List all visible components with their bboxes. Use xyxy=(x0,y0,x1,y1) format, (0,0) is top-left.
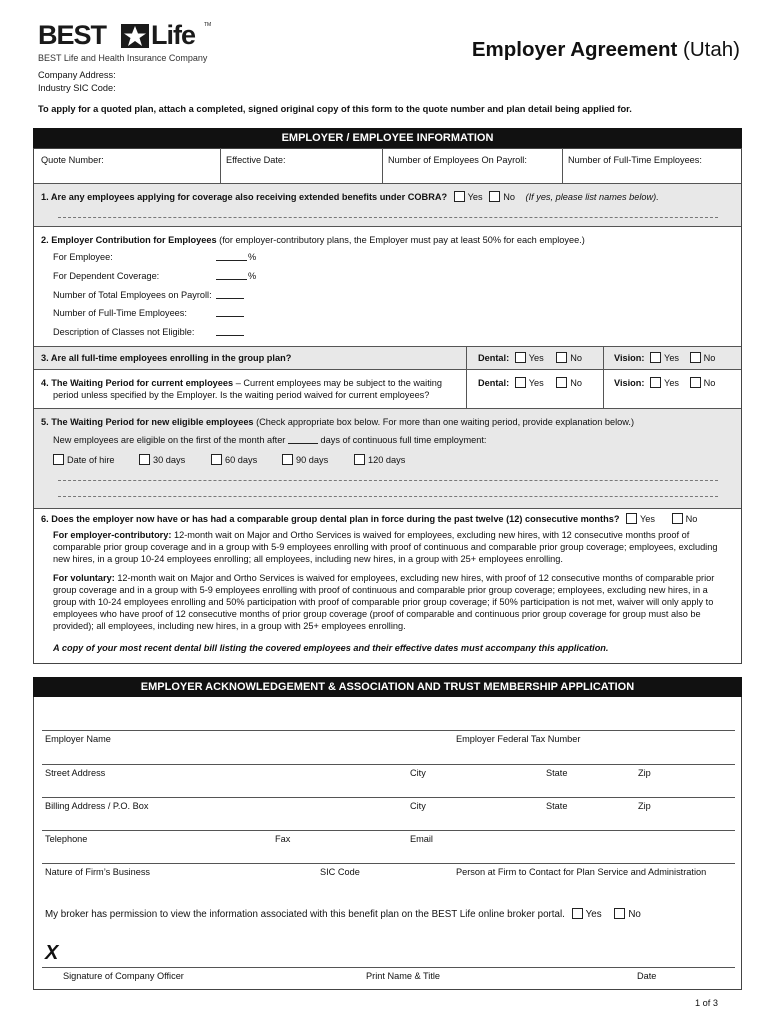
telephone-label: Telephone xyxy=(45,834,88,844)
q4-dental-yes-checkbox[interactable] xyxy=(515,377,526,388)
street-label: Street Address xyxy=(45,768,106,778)
q5-120-days-checkbox[interactable] xyxy=(354,454,365,465)
q2-total-employees-input[interactable] xyxy=(216,290,244,299)
q4-rest: – Current employees may be subject to the waiting xyxy=(233,378,443,388)
q5-title: 5. The Waiting Period for new eligible employees xyxy=(41,417,254,427)
q4-vision-yes-label: Yes xyxy=(664,378,680,388)
q6-vol-line3: group with 10-24 employees enrolling and 50% participation with proof of comparable prior group coverage; if 50% participation is not met, waiver will only apply to xyxy=(53,597,714,607)
q1-text xyxy=(41,191,659,202)
q3-vision-no-label: No xyxy=(703,353,716,363)
q2-for-employee-label: For Employee: xyxy=(53,252,113,262)
billing-zip-label: Zip xyxy=(638,801,651,811)
q6-vol-line5: provided); all employees, including new hires, in a group with 25+ employees enrolling. xyxy=(53,621,406,631)
q1-no-checkbox[interactable] xyxy=(489,191,500,202)
q2-for-dependent-label: For Dependent Coverage: xyxy=(53,271,160,281)
q4-vision-no-label: No xyxy=(703,378,716,388)
q5-opt-date-of-hire xyxy=(53,454,115,465)
q1-row xyxy=(34,183,741,227)
q4-vision-yes-checkbox[interactable] xyxy=(650,377,661,388)
q4-text xyxy=(41,378,442,388)
broker-no-label: No xyxy=(628,909,641,920)
q5-30-days-label: 30 days xyxy=(153,455,186,465)
quote-number-field[interactable]: Quote Number: xyxy=(41,155,104,165)
q4-vision-label: Vision: xyxy=(614,378,645,388)
q6-yes-checkbox[interactable] xyxy=(626,513,637,524)
q3-vision-yes-label: Yes xyxy=(664,353,680,363)
q4-vision xyxy=(614,377,715,388)
section1-header: EMPLOYER / EMPLOYEE INFORMATION xyxy=(33,128,742,148)
q6-contrib-line3: new hires, in a group 10-24 employees enrolling; all employees, including new hires, in a group with 25+ employees enrolling. xyxy=(53,554,563,564)
q5-60-days-checkbox[interactable] xyxy=(211,454,222,465)
q1-question: 1. Are any employees applying for coverage also receiving extended benefits under COBRA? xyxy=(41,192,448,202)
q2-employee-pct-sign: % xyxy=(248,252,257,262)
q4-line2: period unless specified by the Employer. Is the waiting period waived for current employees? xyxy=(53,390,430,400)
nature-line[interactable] xyxy=(42,863,735,864)
page-number: 1 of 3 xyxy=(695,998,718,1008)
page-title xyxy=(472,38,740,62)
q6-no-label: No xyxy=(685,514,698,524)
title-bold: Employer Agreement xyxy=(471,38,678,61)
q1-yes-checkbox[interactable] xyxy=(454,191,465,202)
q1-names-line[interactable] xyxy=(58,217,718,218)
q4-dental-no-label: No xyxy=(570,378,583,388)
signature-label: Signature of Company Officer xyxy=(63,971,184,981)
email-label: Email xyxy=(410,834,433,844)
q2-dependent-pct-input[interactable] xyxy=(216,271,247,280)
billing-city-label: City xyxy=(410,801,426,811)
q6-vol-line2: group coverage and in a group with 5-9 employees enrolling with proof of continuous and comparable prior group coverage; employees, excluding new hires, in a xyxy=(53,585,708,595)
title-light: (Utah) xyxy=(683,38,740,61)
q6-vol-line4: employees who have proof of 12 consecutive months of prior group coverage (proof of comparable and continuous prior group coverage for group must also be xyxy=(53,609,701,619)
employer-name-label: Employer Name xyxy=(45,734,111,744)
q5-opt-120 xyxy=(354,454,405,465)
q3-dental-yes-checkbox[interactable] xyxy=(515,352,526,363)
q4-vision-no-checkbox[interactable] xyxy=(690,377,701,388)
q1-note: (If yes, please list names below). xyxy=(525,192,659,202)
state-label: State xyxy=(546,768,568,778)
q6-question: 6. Does the employer now have or has had a comparable group dental plan in force during the past twelve (12) consecutive months? xyxy=(41,514,620,524)
q1-no-label: No xyxy=(503,192,515,202)
q3-question: 3. Are all full-time employees enrolling in the group plan? xyxy=(41,353,292,363)
q6-yes-label: Yes xyxy=(640,514,655,524)
billing-line[interactable] xyxy=(42,797,735,798)
q6-note: A copy of your most recent dental bill listing the covered employees and their effective dates must accompany this application. xyxy=(53,643,609,653)
tax-number-label: Employer Federal Tax Number xyxy=(456,734,581,744)
q6-contrib-line2: comparable prior group coverage and in a group with 5-9 employees enrolling with proof of continuous and comparable prior group coverage; employees, excluding xyxy=(53,542,718,552)
q5-90-days-label: 90 days xyxy=(296,455,329,465)
city-label: City xyxy=(410,768,426,778)
broker-yes-checkbox[interactable] xyxy=(572,908,583,919)
q2-text xyxy=(41,235,585,245)
q2-employee-pct-input[interactable] xyxy=(216,252,247,261)
telephone-line[interactable] xyxy=(42,830,735,831)
logo-text-best: BEST xyxy=(38,20,107,50)
q6-no-checkbox[interactable] xyxy=(672,513,683,524)
logo-text-life: Life xyxy=(151,20,196,50)
q6-vol-line1 xyxy=(53,573,714,583)
q5-opt-30 xyxy=(139,454,185,465)
employer-name-line[interactable] xyxy=(42,730,735,731)
q5-explain-line-1[interactable] xyxy=(58,480,718,481)
broker-yes-label: Yes xyxy=(585,909,602,920)
date-label: Date xyxy=(637,971,657,981)
q3-vision-no-checkbox[interactable] xyxy=(690,352,701,363)
q5-30-days-checkbox[interactable] xyxy=(139,454,150,465)
q3-dental-label: Dental: xyxy=(478,353,510,363)
q6-contrib-line1 xyxy=(53,530,689,540)
q5-90-days-checkbox[interactable] xyxy=(282,454,293,465)
broker-no-checkbox[interactable] xyxy=(614,908,625,919)
q3-dental-no-label: No xyxy=(570,353,583,363)
q5-explain-line-2[interactable] xyxy=(58,496,718,497)
q2-fulltime-label: Number of Full-Time Employees: xyxy=(53,308,187,318)
q3-dental-yes-label: Yes xyxy=(528,353,544,363)
q6-contrib-label: For employer-contributory: xyxy=(53,530,172,540)
signature-line[interactable] xyxy=(42,967,735,968)
q5-60-days-label: 60 days xyxy=(225,455,258,465)
q5-line2 xyxy=(53,435,486,445)
fax-label: Fax xyxy=(275,834,291,844)
q5-rest: (Check appropriate box below. For more than one waiting period, provide explanation below.) xyxy=(253,417,635,427)
q1-yes-label: Yes xyxy=(467,192,483,202)
q4-dental-no-checkbox[interactable] xyxy=(556,377,567,388)
sic-label: SIC Code xyxy=(320,867,360,877)
company-address-label: Company Address: xyxy=(38,70,116,80)
broker-permission xyxy=(45,908,641,920)
q2-total-employees-label: Number of Total Employees on Payroll: xyxy=(53,290,212,300)
broker-text: My broker has permission to view the information associated with this benefit plan on the BEST Life online broker portal. xyxy=(45,909,565,920)
q5-line2a: New employees are eligible on the first of the month after xyxy=(53,435,286,445)
q4-dental-label: Dental: xyxy=(478,378,510,388)
logo-trademark: TM xyxy=(204,22,212,28)
q3-vision-label: Vision: xyxy=(614,353,645,363)
q6-vol-l1: 12-month wait on Major and Ortho Services is waived for employees, excluding new hires, with proof of 12 consecutive months of comparable prior xyxy=(114,573,715,583)
q5-date-of-hire-checkbox[interactable] xyxy=(53,454,64,465)
q2-dependent-pct-sign: % xyxy=(248,271,257,281)
q2-title: 2. Employer Contribution for Employees xyxy=(41,235,217,245)
billing-label: Billing Address / P.O. Box xyxy=(45,801,149,811)
street-line[interactable] xyxy=(42,764,735,765)
print-name-label: Print Name & Title xyxy=(366,971,441,981)
fulltime-employees-field[interactable]: Number of Full-Time Employees: xyxy=(568,155,702,165)
zip-label: Zip xyxy=(638,768,651,778)
employees-payroll-field[interactable]: Number of Employees On Payroll: xyxy=(388,155,527,165)
q2-classes-input[interactable] xyxy=(216,327,244,336)
q6-vol-label: For voluntary: xyxy=(53,573,115,583)
section2-header: EMPLOYER ACKNOWLEDGEMENT & ASSOCIATION AND TRUST MEMBERSHIP APPLICATION xyxy=(33,677,742,697)
billing-state-label: State xyxy=(546,801,568,811)
signature-x: X xyxy=(45,942,59,964)
contact-label: Person at Firm to Contact for Plan Service and Administration xyxy=(456,867,707,877)
sic-code-label: Industry SIC Code: xyxy=(38,83,116,93)
q6-text xyxy=(41,513,697,524)
q5-opt-60 xyxy=(211,454,257,465)
effective-date-field[interactable]: Effective Date: xyxy=(226,155,286,165)
q2-classes-label: Description of Classes not Eligible: xyxy=(53,327,195,337)
q5-date-of-hire-label: Date of hire xyxy=(67,455,115,465)
logo-tagline: BEST Life and Health Insurance Company xyxy=(38,53,208,63)
q5-opt-90 xyxy=(282,454,328,465)
q3-vision-yes-checkbox[interactable] xyxy=(650,352,661,363)
q4-dental xyxy=(478,377,582,388)
logo-star-icon xyxy=(121,24,149,48)
q6-contrib-l1: 12-month wait on Major and Ortho Services is waived for employees, excluding new hires, with 12 consecutive months proof of xyxy=(171,530,690,540)
q5-days-input[interactable] xyxy=(288,435,318,444)
q2-fulltime-input[interactable] xyxy=(216,308,244,317)
nature-label: Nature of Firm’s Business xyxy=(45,867,151,877)
instruction-text: To apply for a quoted plan, attach a completed, signed original copy of this form to the quote number and plan detail being applied for. xyxy=(38,104,632,114)
q3-dental xyxy=(478,352,582,363)
q3-vision xyxy=(614,352,715,363)
q3-dental-no-checkbox[interactable] xyxy=(556,352,567,363)
q2-rest: (for employer-contributory plans, the Employer must pay at least 50% for each employee.) xyxy=(216,235,585,245)
q5-120-days-label: 120 days xyxy=(368,455,406,465)
q5-line2b: days of continuous full time employment: xyxy=(320,435,487,445)
q4-title: 4. The Waiting Period for current employees xyxy=(41,378,234,388)
section2-box xyxy=(33,697,742,990)
q5-text xyxy=(41,417,634,427)
q4-dental-yes-label: Yes xyxy=(528,378,544,388)
logo xyxy=(38,22,218,64)
